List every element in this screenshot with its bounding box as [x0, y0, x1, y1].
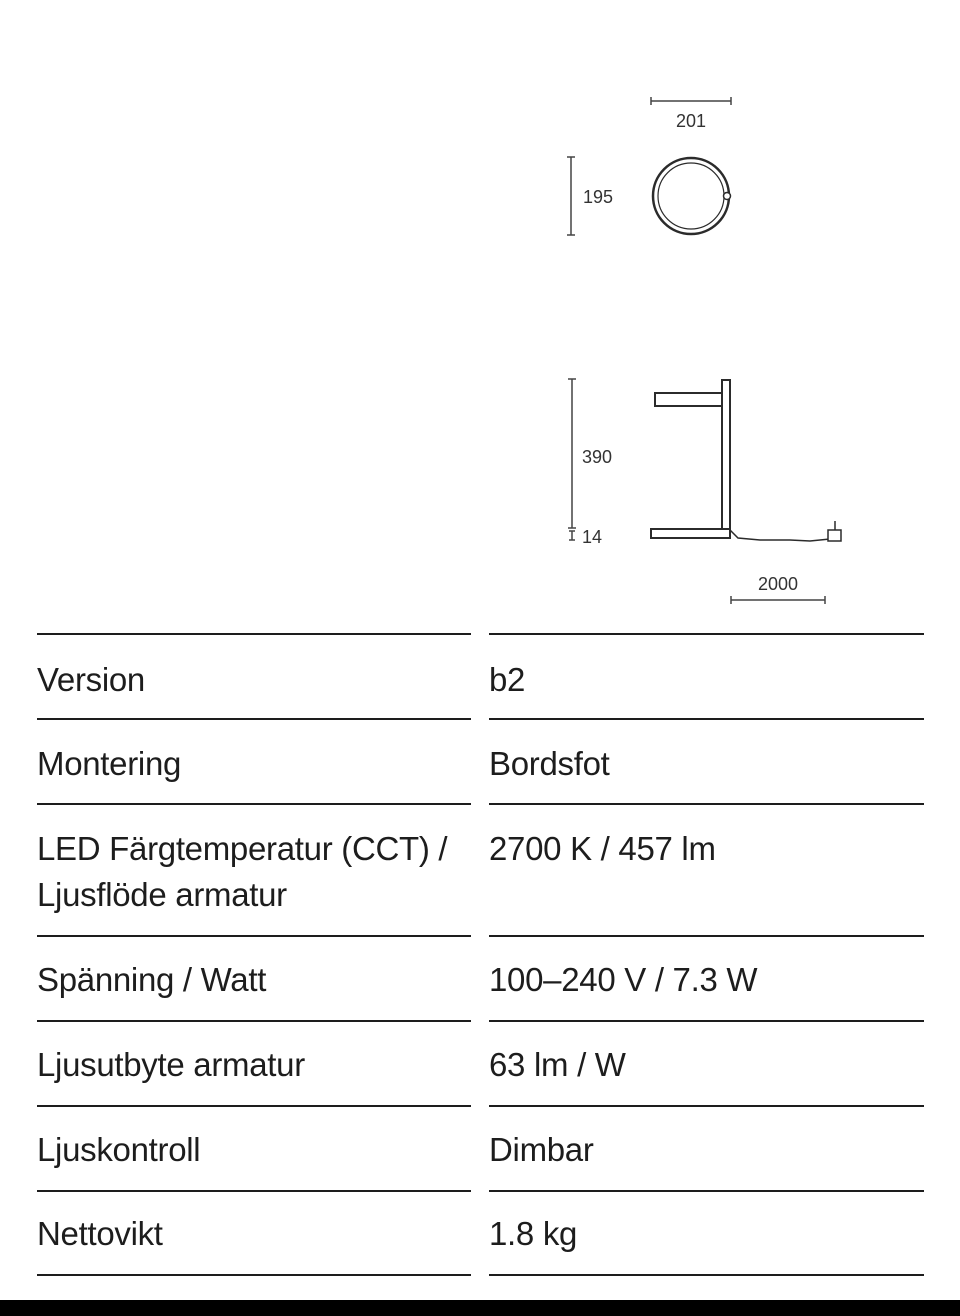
side-height-label: 390: [582, 447, 613, 467]
divider: [489, 935, 924, 937]
divider: [37, 1020, 471, 1022]
divider: [37, 1105, 471, 1107]
spec-value: Bordsfot: [489, 745, 610, 782]
spec-value: Dimbar: [489, 1131, 594, 1168]
divider: [37, 803, 471, 805]
cable-length-label: 2000: [757, 574, 799, 594]
divider: [489, 1274, 924, 1276]
divider: [489, 633, 924, 635]
spec-label: Version: [37, 661, 145, 698]
power-plug: [828, 530, 841, 541]
spec-label: Ljusutbyte armatur: [37, 1046, 305, 1083]
divider: [37, 1274, 471, 1276]
divider: [489, 1190, 924, 1192]
divider: [489, 1020, 924, 1022]
side-base-label: 14: [582, 527, 603, 547]
spec-label: Montering: [37, 745, 182, 782]
power-cable: [730, 530, 830, 541]
spec-value: 2700 K / 457 lm: [489, 830, 716, 867]
top-view-drawing: [567, 97, 731, 235]
spec-label: Nettovikt: [37, 1215, 163, 1252]
technical-drawing: [0, 0, 960, 630]
spec-value: 63 lm / W: [489, 1046, 626, 1083]
divider: [37, 1190, 471, 1192]
divider: [489, 718, 924, 720]
ring-joint: [724, 193, 731, 200]
spec-label: LED Färgtemperatur (CCT) / Ljusflöde armatur: [37, 830, 448, 913]
spec-value: b2: [489, 661, 526, 698]
side-view-drawing: [568, 379, 841, 604]
spec-value: 1.8 kg: [489, 1215, 578, 1252]
bottom-bar: [0, 1300, 960, 1316]
lamp-head: [655, 393, 722, 406]
lamp-pole: [722, 380, 730, 529]
divider: [37, 935, 471, 937]
divider: [37, 633, 471, 635]
spec-value: 100–240 V / 7.3 W: [489, 961, 758, 998]
divider: [489, 803, 924, 805]
lamp-base: [651, 529, 730, 538]
divider: [37, 718, 471, 720]
divider: [489, 1105, 924, 1107]
ring-inner: [658, 163, 724, 229]
spec-label: Spänning / Watt: [37, 961, 267, 998]
ring-outer: [653, 158, 729, 234]
top-height-label: 195: [583, 187, 614, 207]
top-width-label: 201: [675, 111, 707, 131]
spec-label: Ljuskontroll: [37, 1131, 201, 1168]
